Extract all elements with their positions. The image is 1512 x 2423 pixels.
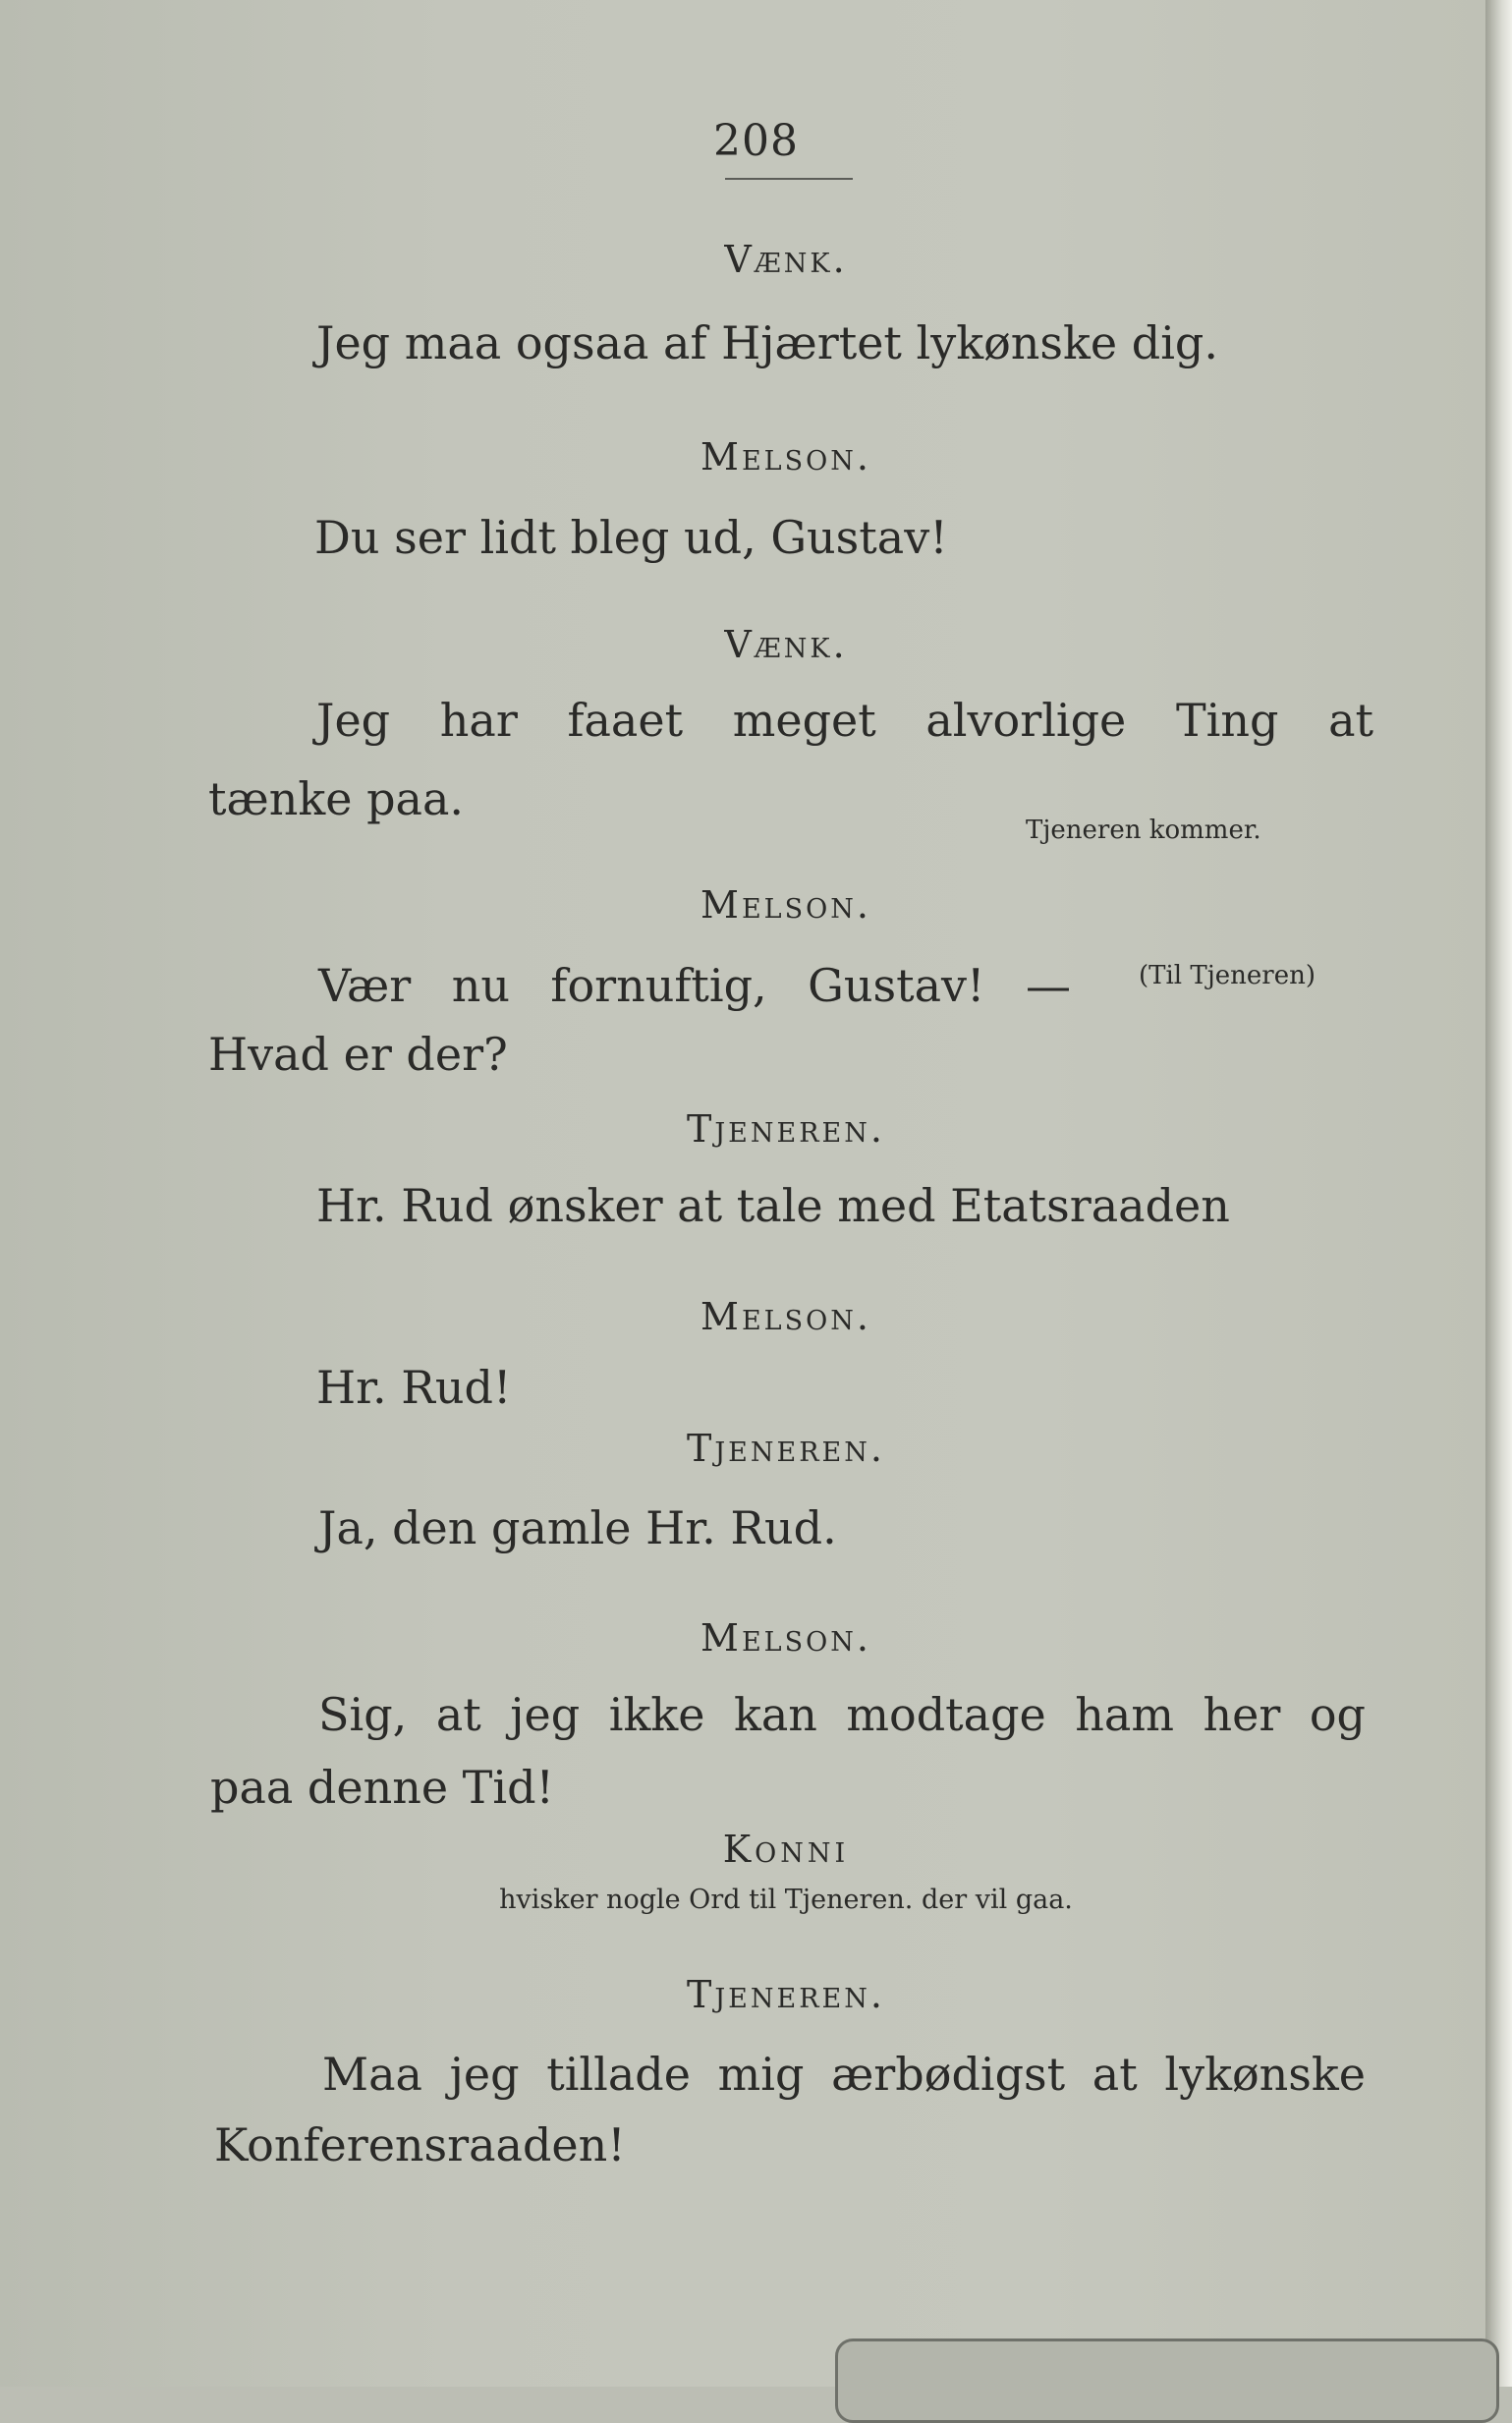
speaker-name: Tjeneren. — [687, 1973, 885, 2016]
stage-direction: hvisker nogle Ord til Tjeneren. der vil gaa. — [499, 1885, 1073, 1915]
dialogue-line: Hr. Rud ønsker at tale med Etatsraaden — [316, 1179, 1230, 1232]
speaker-name: Melson. — [700, 1616, 871, 1660]
dialogue-line: Vær nu fornuftig, Gustav! — — [318, 959, 1071, 1012]
scanner-tab — [835, 2338, 1499, 2423]
speaker-name: Melson. — [700, 435, 871, 479]
dialogue-line: Hr. Rud! — [316, 1361, 512, 1414]
dialogue-line: Hvad er der? — [208, 1028, 508, 1081]
dialogue-line: paa denne Tid! — [210, 1761, 555, 1814]
speaker-name: Melson. — [700, 1295, 871, 1338]
dialogue-line: Konferensraaden! — [214, 2118, 626, 2171]
dialogue-line: Sig, at jeg ikke kan modtage ham her og — [318, 1688, 1366, 1741]
page-number: 208 — [713, 116, 799, 166]
dialogue-line: Du ser lidt bleg ud, Gustav! — [314, 511, 948, 564]
speaker-name: Tjeneren. — [687, 1107, 885, 1151]
dialogue-line: Jeg maa ogsaa af Hjærtet lykønske dig. — [316, 316, 1218, 369]
dialogue-line: tænke paa. — [208, 772, 464, 825]
speaker-name: Vænk. — [724, 238, 848, 281]
speaker-name: Vænk. — [724, 623, 848, 666]
page-edge — [1485, 0, 1512, 2387]
dialogue-line: Jeg har faaet meget alvorlige Ting at — [316, 694, 1373, 747]
page-number-rule — [725, 178, 853, 180]
dialogue-line: Maa jeg tillade mig ærbødigst at lykønske — [322, 2048, 1366, 2101]
speaker-name: Konni — [722, 1828, 850, 1871]
stage-direction: (Til Tjeneren) — [1139, 961, 1316, 990]
speaker-name: Melson. — [700, 883, 871, 927]
dialogue-line: Ja, den gamle Hr. Rud. — [318, 1501, 837, 1554]
speaker-name: Tjeneren. — [687, 1427, 885, 1470]
stage-direction: Tjeneren kommer. — [1026, 816, 1261, 845]
